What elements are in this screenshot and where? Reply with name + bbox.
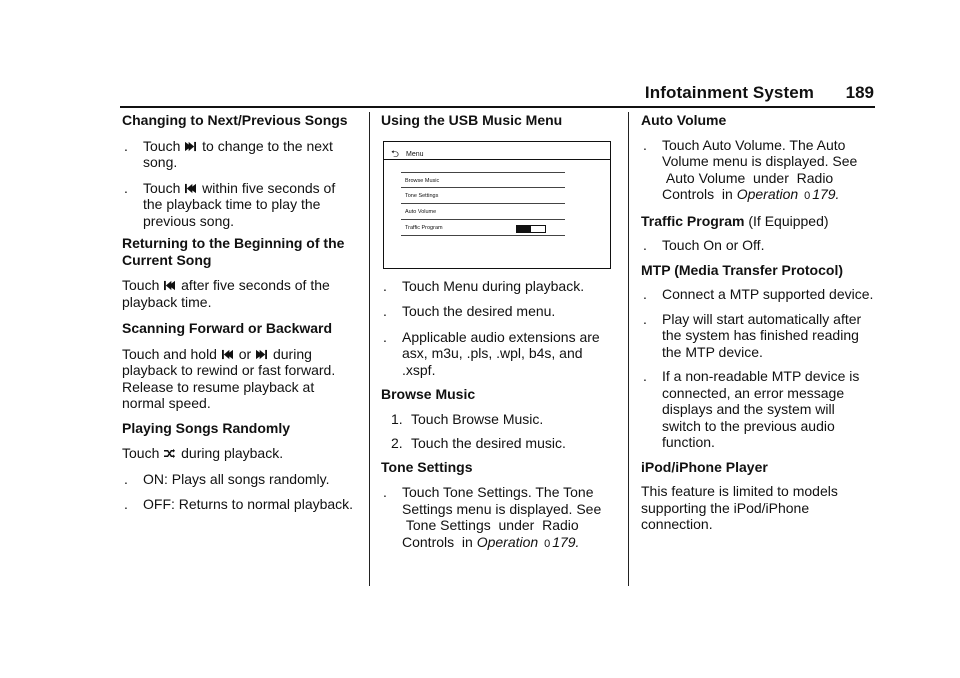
screen-menu-list: [401, 172, 565, 236]
toggle-icon: [516, 225, 546, 233]
screen-divider: [384, 159, 610, 160]
heading-traffic-program: Traffic Program (If Equipped): [641, 212, 829, 229]
page-number: 189: [845, 83, 874, 102]
previous-track-icon: [164, 280, 175, 291]
page-reference-arrow: 0: [544, 537, 551, 550]
section-title: Infotainment System: [644, 83, 814, 102]
heading-auto-volume: Auto Volume: [641, 112, 727, 128]
list-item: . Play will start automatically after the system has finished reading the MTP device.: [643, 310, 862, 360]
heading-mtp: MTP (Media Transfer Protocol): [641, 261, 843, 278]
heading-ipod: iPod/iPhone Player: [641, 458, 768, 475]
previous-track-icon: [222, 349, 233, 360]
paragraph: Touch and hold or during playback to rewind or fast forward. Release to resume playback at normal speed.: [122, 345, 336, 411]
heading-usb-menu: Using the USB Music Menu: [381, 112, 563, 128]
paragraph: This feature is limited to models supporting the iPod/iPhone connection.: [641, 483, 838, 532]
list-item: 1. Touch Browse Music.: [391, 410, 544, 427]
screen-title: Menu: [406, 150, 424, 158]
page-reference-arrow: 0: [804, 190, 811, 202]
column-1: [122, 112, 358, 513]
back-icon: ⮌: [391, 148, 400, 160]
heading-browse-music: Browse Music: [381, 386, 476, 402]
next-track-icon: [256, 349, 267, 360]
heading-tone-settings: Tone Settings: [381, 458, 473, 475]
screen-menu-item: Traffic Program: [401, 220, 565, 236]
list-item: . Touch the desired menu.: [383, 303, 556, 319]
next-track-icon: [185, 141, 196, 152]
list-item: . Touch Tone Settings. The Tone Settings menu is displayed. See Tone Settings under Radio Controls in Operation 0 179.: [383, 484, 602, 550]
usb-menu-screen-figure: [383, 141, 611, 269]
page-reference[interactable]: 179.: [552, 533, 580, 550]
list-item: . ON: Plays all songs randomly.: [124, 470, 330, 487]
list-item: . Touch Menu during playback.: [383, 277, 585, 294]
list-item: . Touch Auto Volume. The Auto Volume menu is displayed. See Auto Volume under Radio Controls in Operation 0 179.: [643, 136, 858, 202]
screen-menu-item: Browse Music: [401, 172, 565, 188]
column-3: [641, 112, 877, 533]
list-item: . Touch to change to the next song.: [124, 137, 333, 170]
heading-beginning: Returning to the Beginning of the Current Song: [122, 235, 345, 268]
list-item: 2. Touch the desired music.: [391, 435, 566, 451]
header-rule: [120, 106, 875, 108]
paragraph: Touch after five seconds of the playback time.: [122, 277, 330, 310]
list-item: . Applicable audio extensions are asx, m3u, .pls, .wpl, b4s, and .xspf.: [383, 328, 600, 378]
heading-random: Playing Songs Randomly: [122, 419, 291, 436]
list-item: . Connect a MTP supported device.: [643, 286, 874, 302]
paragraph: Touch during playback.: [122, 445, 284, 461]
screen-menu-item: Tone Settings: [401, 188, 565, 204]
page-reference[interactable]: 179.: [812, 186, 840, 202]
heading-next-previous: Changing to Next/Previous Songs: [122, 112, 348, 128]
previous-track-icon: [185, 183, 196, 194]
list-item: . If a non-readable MTP device is connected, an error message displays and the system will switch to the previous audio function.: [643, 368, 860, 450]
list-item: . Touch within five seconds of the playback time to play the previous song.: [124, 179, 336, 229]
heading-scanning: Scanning Forward or Backward: [122, 320, 333, 336]
column-divider-1: [369, 112, 370, 586]
list-item: . Touch On or Off.: [643, 237, 765, 253]
shuffle-icon: [164, 448, 175, 459]
screen-menu-item: Auto Volume: [401, 204, 565, 220]
list-item: . OFF: Returns to normal playback.: [124, 496, 354, 512]
column-2: [381, 112, 617, 552]
column-divider-2: [628, 112, 629, 586]
